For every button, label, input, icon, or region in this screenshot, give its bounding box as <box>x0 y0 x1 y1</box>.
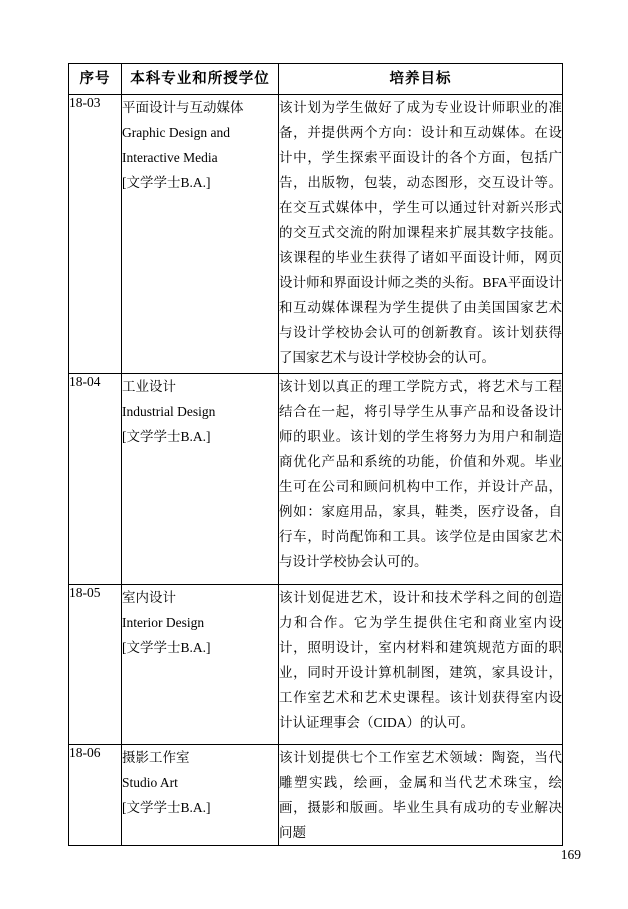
column-header-major: 本科专业和所授学位 <box>122 64 279 95</box>
goal-text: 该计划提供七个工作室艺术领域：陶瓷，当代雕塑实践，绘画，金属和当代艺术珠宝，绘画，摄影和版画。毕业生具有成功的专业解决问题 <box>279 750 562 840</box>
row-number: 18-04 <box>69 374 122 585</box>
degree-label: [文学学士B.A.] <box>122 175 211 190</box>
row-number: 18-06 <box>69 745 122 846</box>
row-major <box>122 585 279 745</box>
table-header-row <box>69 64 563 95</box>
row-number: 18-03 <box>69 95 122 374</box>
major-name-cn: 平面设计与互动媒体 <box>122 100 244 115</box>
row-major <box>122 95 279 374</box>
major-name-cn: 摄影工作室 <box>122 750 190 765</box>
row-goal <box>279 95 563 374</box>
degree-label: [文学学士B.A.] <box>122 429 211 444</box>
major-name-en-line2: Interactive Media <box>122 150 218 165</box>
table-row <box>69 374 563 585</box>
major-name-en-line1: Graphic Design and <box>122 125 230 140</box>
row-goal <box>279 745 563 846</box>
column-header-number: 序号 <box>69 64 122 95</box>
major-name-cn: 工业设计 <box>122 379 176 394</box>
major-name-en-line1: Studio Art <box>122 775 178 790</box>
row-goal <box>279 585 563 745</box>
goal-text: 该计划促进艺术，设计和技术学科之间的创造力和合作。它为学生提供住宅和商业室内设计，照明设计，室内材料和建筑规范方面的职业，同时开设计算机制图，建筑，家具设计，工作室艺术和艺术史课程。该计划获得室内设计认证理事会（CIDA）的认可。 <box>279 590 562 730</box>
goal-text: 该计划为学生做好了成为专业设计师职业的准备，并提供两个方向：设计和互动媒体。在设计中，学生探索平面设计的各个方面，包括广告，出版物，包装，动态图形，交互设计等。在交互式媒体中，学生可以通过针对新兴形式的交互式交流的附加课程来扩展其数字技能。该课程的毕业生获得了诸如平面设计师，网页设计师和界面设计师之类的头衔。BFA平面设计和互动媒体课程为学生提供了由美国国家艺术与设计学校协会认可的创新教育。该计划获得了国家艺术与设计学校协会的认可。 <box>279 100 562 365</box>
table-row <box>69 745 563 846</box>
major-name-en-line1: Industrial Design <box>122 404 216 419</box>
row-major <box>122 745 279 846</box>
row-major <box>122 374 279 585</box>
degree-label: [文学学士B.A.] <box>122 640 211 655</box>
major-name-en-line1: Interior Design <box>122 615 205 630</box>
undergraduate-majors-table <box>68 63 563 846</box>
table-row <box>69 585 563 745</box>
row-goal <box>279 374 563 585</box>
degree-label: [文学学士B.A.] <box>122 800 211 815</box>
column-header-goal: 培养目标 <box>279 64 563 95</box>
table-row <box>69 95 563 374</box>
goal-text: 该计划以真正的理工学院方式，将艺术与工程结合在一起，将引导学生从事产品和设备设计师的职业。该计划的学生将努力为用户和制造商优化产品和系统的功能，价值和外观。毕业生可在公司和顾问机构中工作，并设计产品，例如：家庭用品，家具，鞋类，医疗设备，自行车，时尚配饰和工具。该学位是由国家艺术与设计学校协会认可的。 <box>279 379 562 569</box>
page-number: 169 <box>560 847 581 862</box>
row-number: 18-05 <box>69 585 122 745</box>
major-name-cn: 室内设计 <box>122 590 176 605</box>
